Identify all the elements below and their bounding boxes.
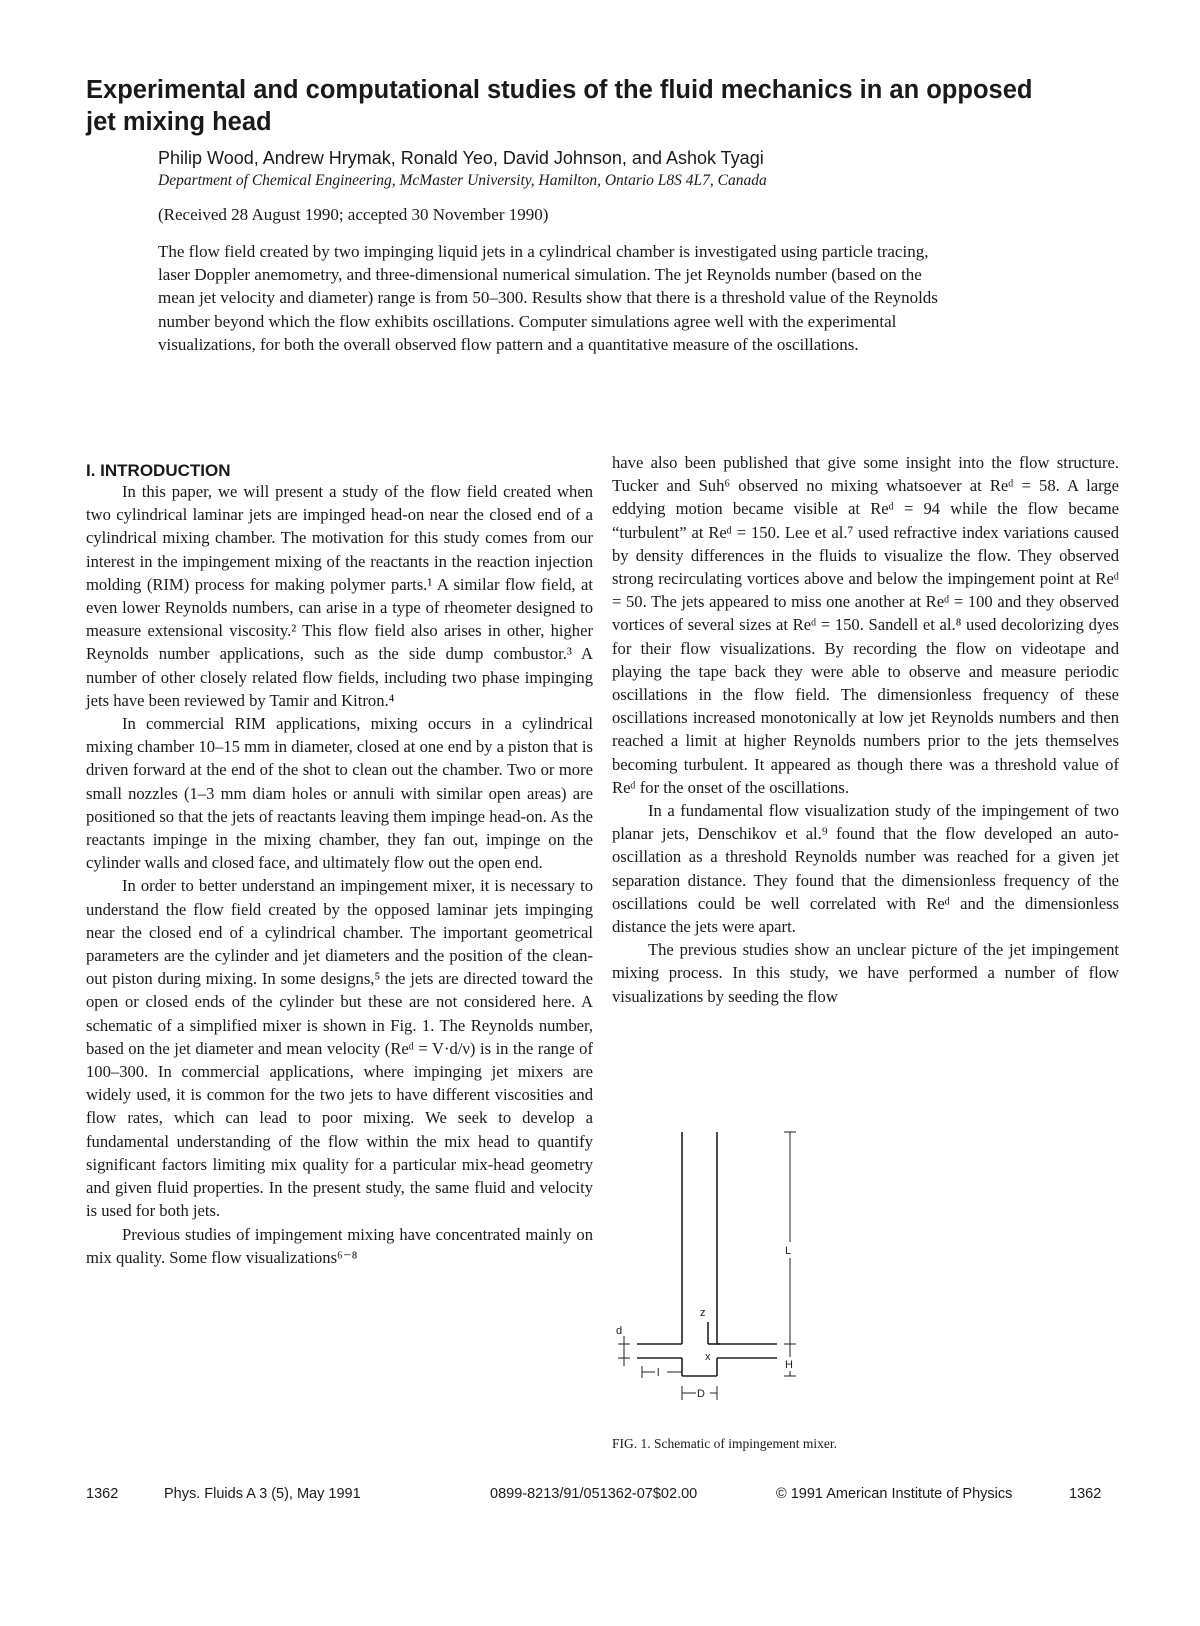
page-number-left: 1362 bbox=[86, 1486, 119, 1502]
article-code: 0899-8213/91/051362-07$02.00 bbox=[490, 1486, 698, 1502]
section-heading: I. INTRODUCTION bbox=[86, 461, 231, 480]
label-z: z bbox=[700, 1307, 706, 1319]
label-H: H bbox=[785, 1359, 793, 1371]
journal-citation: Phys. Fluids A 3 (5), May 1991 bbox=[164, 1486, 361, 1502]
mixer-schematic-figure bbox=[612, 1122, 812, 1422]
paragraph: Previous studies of impingement mixing have concentrated mainly on mix quality. Some flow visualizations⁶⁻⁸ bbox=[86, 1224, 593, 1267]
page-footer bbox=[0, 1486, 1200, 1510]
paper-title: Experimental and computational studies of the fluid mechanics in an opposed jet mixing head bbox=[86, 76, 1033, 136]
paragraph: In a fundamental flow visualization study of the impingement of two planar jets, Denschikov et al.⁹ found that the flow developed an auto-oscillation as a threshold Reynolds number was reached for a given jet separation distance. They found that the dimensionless frequency of the oscillations could be well correlated with Reᵈ and the dimensionless distance the jets were apart. bbox=[612, 801, 1119, 937]
label-d: d bbox=[616, 1325, 623, 1337]
paragraph: have also been published that give some insight into the flow structure. Tucker and Suh⁶ observed no mixing whatsoever at Reᵈ = 58. A large eddying motion became visible at Reᵈ = 94 while the flow became “turbulent” at Reᵈ = 150. Lee et al.⁷ used refractive index variations caused by density differences in the fluids to visualize the flow. They observed strong recirculating vortices above and below the impingement point at Reᵈ = 50. The jets appeared to miss one another at Reᵈ = 100 and they observed vortices of several sizes at Reᵈ = 150. Sandell et al.⁸ used decolorizing dyes for their flow visualizations. By recording the flow on videotape and playing the tape back they were able to observe and measure periodic oscillations in the flow field. The dimensionless frequency of these oscillations increased monotonically at low jet Reynolds numbers and then reached a limit at higher Reynolds numbers prior to the jets themselves becoming turbulent. It appeared as though there was a threshold value of Reᵈ for the onset of the oscillations. bbox=[612, 453, 1119, 797]
abstract: The flow field created by two impinging liquid jets in a cylindrical chamber is investigated using particle tracing, laser Doppler anemometry, and three-dimensional numerical simulation. The jet Reynolds number (based on the mean jet velocity and diameter) range is from 50–300. Results show that there is a threshold value of the Reynolds number beyond which the flow exhibits oscillations. Computer simulations agree well with the experimental visualizations, for both the overall observed flow pattern and a quantitative measure of the oscillations. bbox=[158, 242, 938, 354]
left-column bbox=[86, 480, 593, 1269]
paragraph: In order to better understand an impingement mixer, it is necessary to understand the flow field created by the opposed laminar jets impinging near the closed end of a cylindrical chamber. The important geometrical parameters are the cylinder and jet diameters and the position of the clean-out piston during mixing. In some designs,⁵ the jets are directed toward the open or closed ends of the cylinder but these are not considered here. A schematic of a simplified mixer is shown in Fig. 1. The Reynolds number, based on the jet diameter and mean velocity (Reᵈ = V·d/ν) is in the range of 100–300. In commercial applications, where impinging jet mixers are widely used, it is common for the two jets to have different viscosities and flow rates, which can lead to poor mixing. We seek to develop a fundamental understanding of the flow within the mix head to quantify significant factors limiting mix quality for a particular mix-head geometry and given fluid properties. In the present study, the same fluid and velocity is used for both jets. bbox=[86, 876, 593, 1221]
page-number-right: 1362 bbox=[1069, 1486, 1102, 1502]
label-D: D bbox=[697, 1388, 705, 1400]
copyright: © 1991 American Institute of Physics bbox=[776, 1486, 1013, 1502]
paragraph: In this paper, we will present a study of the flow field created when two cylindrical laminar jets are impinged head-on near the closed end of a cylindrical mixing chamber. The motivation for this study comes from our interest in the impingement mixing of the reactants in the reaction injection molding (RIM) process for making polymer parts.¹ A similar flow field, at even lower Reynolds numbers, can arise in a type of rheometer designed to measure extensional viscosity.² This flow field also arises in other, higher Reynolds number applications, such as the side dump combustor.³ A number of other closely related flow fields, including two phase impinging jets have been reviewed by Tamir and Kitron.⁴ bbox=[86, 482, 593, 710]
author-list: Philip Wood, Andrew Hrymak, Ronald Yeo, David Johnson, and Ashok Tyagi bbox=[158, 148, 764, 168]
paragraph: In commercial RIM applications, mixing occurs in a cylindrical mixing chamber 10–15 mm in diameter, closed at one end by a piston that is driven forward at the end of the shot to clean out the chamber. Two or more small nozzles (1–3 mm diam holes or annuli with similar open areas) are positioned so that the jets of reactants leaving them impinge head-on. As the reactants impinge in the mixing chamber, they fan out, impinge on the cylinder walls and closed face, and ultimately flow out the open end. bbox=[86, 714, 593, 873]
label-l: l bbox=[657, 1367, 660, 1379]
right-column bbox=[612, 451, 1119, 1008]
label-x: x bbox=[705, 1351, 711, 1363]
figure-caption: FIG. 1. Schematic of impingement mixer. bbox=[612, 1436, 837, 1451]
label-L: L bbox=[785, 1245, 792, 1257]
paragraph: The previous studies show an unclear picture of the jet impingement mixing process. In this study, we have performed a number of flow visualizations by seeding the flow bbox=[612, 940, 1119, 1006]
received-date: (Received 28 August 1990; accepted 30 November 1990) bbox=[158, 205, 549, 224]
affiliation: Department of Chemical Engineering, McMaster University, Hamilton, Ontario L8S 4L7, Canada bbox=[158, 172, 767, 189]
